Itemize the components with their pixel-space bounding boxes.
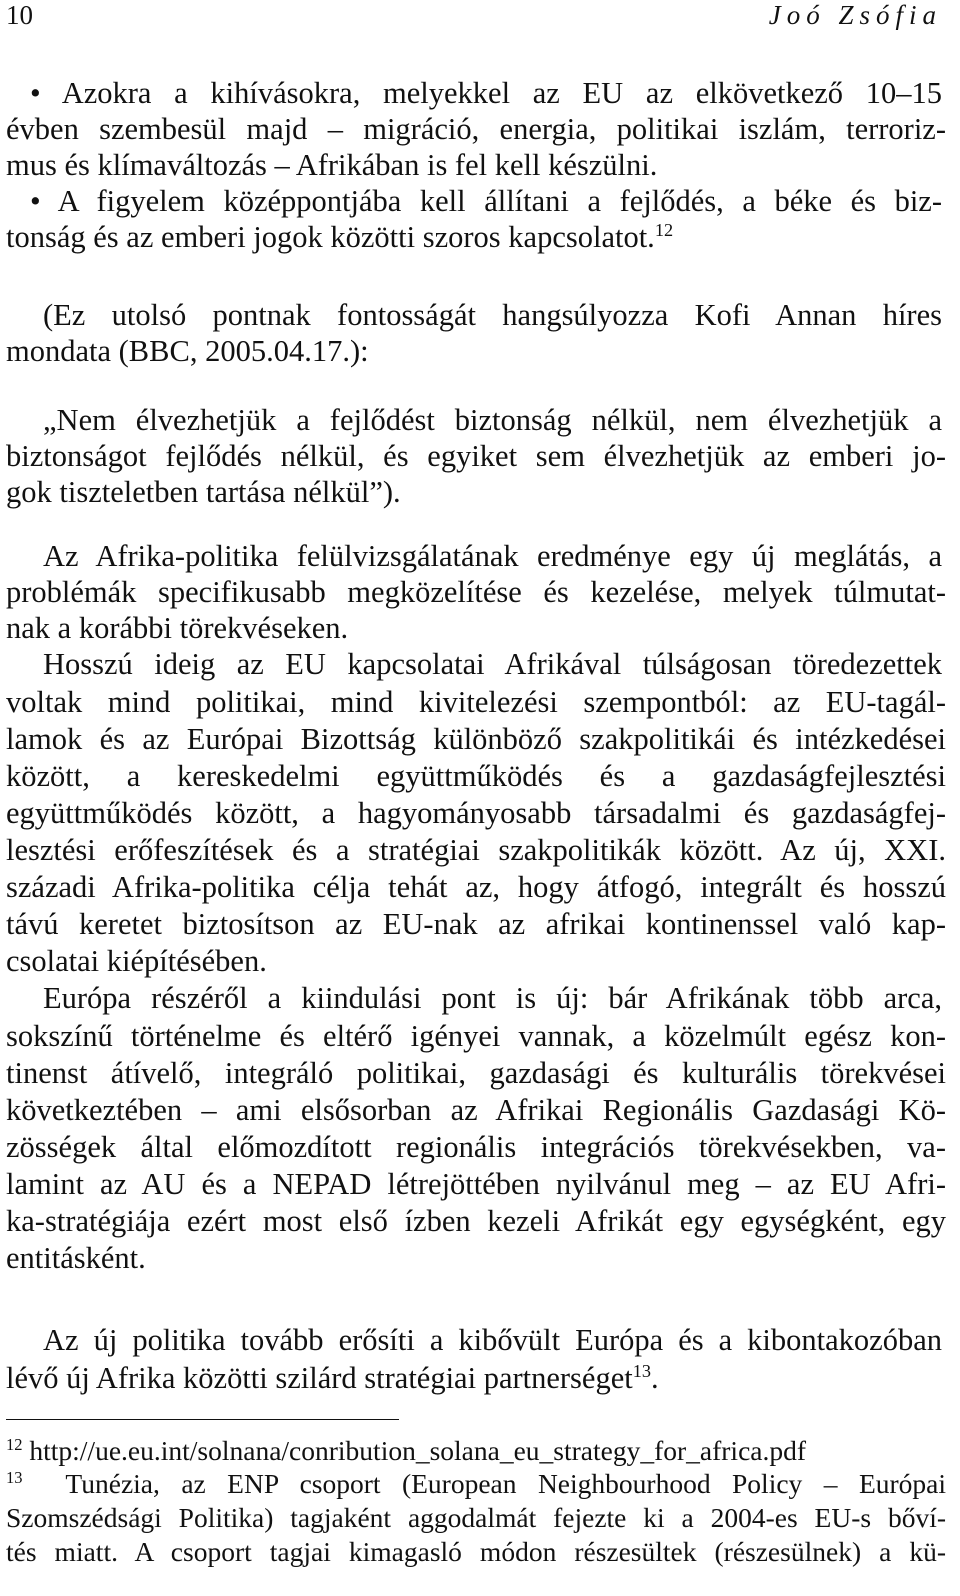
- footnote-reference: 12: [654, 219, 674, 240]
- text-line: lamint az AU és a NEPAD létrejöttében nyilvánul meg – az EU Afri-: [6, 1167, 946, 1201]
- text-line: századi Afrika-politika célja tehát az, hogy átfogó, integrált és hosszú: [6, 870, 946, 904]
- footnote-text-line: Szomszédsági Politika) tagjaként aggodalmát fejezte ki a 2004-es EU-s bőví-: [6, 1502, 946, 1533]
- text-line: mondata (BBC, 2005.04.17.):: [6, 334, 369, 368]
- footnote-12: [6, 1435, 946, 1467]
- footnote-link[interactable]: http://ue.eu.int/solnana/conribution_solana_eu_strategy_for_africa.pdf: [29, 1435, 807, 1466]
- footnote-reference: 13: [632, 1360, 652, 1381]
- text-line: csolatai kiépítésében.: [6, 944, 267, 978]
- paragraph-1: Az Afrika-politika felülvizsgálatának eredménye egy új meglátás, a: [43, 539, 942, 573]
- text-line: zösségek által előmozdított regionális integrációs törekvésekben, va-: [6, 1130, 946, 1164]
- bullet-item-1: • Azokra a kihívásokra, melyekkel az EU az elkövetkező 10–15: [30, 76, 942, 110]
- quote-paragraph: „Nem élvezhetjük a fejlődést biztonság nélkül, nem élvezhetjük a: [43, 403, 942, 437]
- text-line: voltak mind politikai, mind kivitelezési szempontból: az EU-tagál-: [6, 685, 946, 719]
- text-line: biztonságot fejlődés nélkül, és egyiket sem élvezhetjük az emberi jo-: [6, 439, 946, 473]
- text-line: entitásként.: [6, 1241, 146, 1275]
- footnote-marker: 12: [6, 1434, 23, 1454]
- text-line: évben szembesül majd – migráció, energia, politikai iszlám, terroriz-: [6, 112, 946, 146]
- text-line: lesztési erőfeszítések és a stratégiai szakpolitikák között. Az új, XXI.: [6, 833, 946, 867]
- bullet-item-2: • A figyelem középpontjába kell állítani a fejlődés, a béke és biz-: [30, 184, 942, 218]
- text-line: együttműködés között, a hagyományosabb társadalmi és gazdaságfej-: [6, 796, 946, 830]
- footnote-text: Tunézia, az ENP csoport (European Neighbourhood Policy – Európai: [65, 1468, 947, 1499]
- text-line: következtében – ami elsősorban az Afrikai Regionális Gazdasági Kö-: [6, 1093, 946, 1127]
- text-line: tinenst átívelő, integráló politikai, gazdasági és kulturális törekvései: [6, 1056, 946, 1090]
- text-span: tonság és az emberi jogok közötti szoros kapcsolatot.: [6, 220, 655, 254]
- paragraph-2: Hosszú ideig az EU kapcsolatai Afrikával túlságosan töredezettek: [43, 647, 942, 681]
- running-header-author: Joó Zsófia: [768, 0, 942, 30]
- text-line: problémák specifikusabb megközelítése és kezelése, melyek túlmutat-: [6, 575, 946, 609]
- paragraph-4: Az új politika tovább erősíti a kibővült Európa és a kibontakozóban: [43, 1323, 942, 1357]
- footnote-text-line: tés miatt. A csoport tagjai kimagasló módon részesültek (részesülnek) a kü-: [6, 1536, 946, 1567]
- text-line: nak a korábbi törekvéseken.: [6, 611, 349, 645]
- text-span: .: [651, 1361, 659, 1395]
- text-line: ka-stratégiája ezért most első ízben kezeli Afrikát egy egységként, egy: [6, 1204, 946, 1238]
- text-line: sokszínű történelme és eltérő igényei vannak, a közelmúlt egész kon-: [6, 1019, 946, 1053]
- text-line: gok tiszteletben tartása nélkül”).: [6, 475, 401, 509]
- text-line: [6, 1360, 946, 1396]
- page-number: 10: [6, 0, 33, 30]
- text-line: [6, 219, 946, 255]
- footnote-marker: 13: [6, 1467, 23, 1487]
- text-span: lévő új Afrika közötti szilárd stratégiai partnerséget: [6, 1361, 633, 1395]
- footnote-separator: [6, 1419, 399, 1420]
- quote-intro: (Ez utolsó pontnak fontosságát hangsúlyozza Kofi Annan híres: [43, 298, 942, 332]
- text-line: mus és klímaváltozás – Afrikában is fel kell készülni.: [6, 148, 658, 182]
- text-line: lamok és az Európai Bizottság különböző szakpolitikái és intézkedései: [6, 722, 946, 756]
- footnote-13: [6, 1468, 946, 1500]
- text-line: között, a kereskedelmi együttműködés és a gazdaságfejlesztési: [6, 759, 946, 793]
- paragraph-3: Európa részéről a kiindulási pont is új: bár Afrikának több arca,: [43, 981, 942, 1015]
- text-line: távú keretet biztosítson az EU-nak az afrikai kontinenssel való kap-: [6, 907, 946, 941]
